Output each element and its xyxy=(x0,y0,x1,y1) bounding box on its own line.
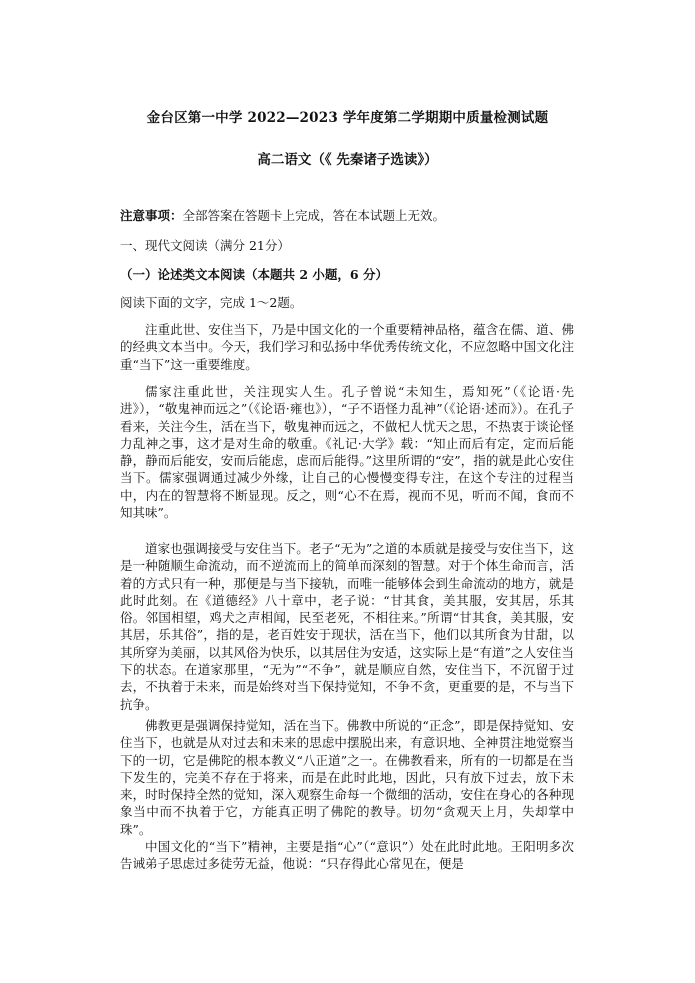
notice-line xyxy=(120,206,445,224)
paragraph-4: 佛教更是强调保持觉知，活在当下。佛教中所说的“正念”，即是保持觉知、安住当下，也就是从对过去和未来的思虑中摆脱出来，有意识地、全神贯注地觉察当下的一切，它是佛陀的根本教义“八正道”之一。在佛教看来，所有的一切都是在当下发生的，完美不存在于将来，而是在此时此地，因此，只有放下过去，放下未来，时时保持全然的觉知，深入观察生命每一个微细的活动，安住在身心的各种现象当中而不执着于它，方能真正明了佛陀的教导。切勿“贪观天上月，失却掌中珠”。 xyxy=(120,718,574,837)
paragraph-3: 道家也强调接受与安住当下。老子“无为”之道的本质就是接受与安住当下，这是一种随顺生命流动，而不逆流而上的简单而深刻的智慧。对于个体生命而言，活着的方式只有一种，那便是与当下接轨，而唯一能够体会到生命流动的地方，就是此时此刻。在《道德经》八十章中，老子说：“甘其食，美其服，安其居，乐其俗。邻国相望，鸡犬之声相闻，民至老死，不相往来。”所谓“甘其食，美其服，安其居，乐其俗”，指的是，老百姓安于现状，活在当下，他们以其所食为甘甜，以其所穿为美丽，以其风俗为快乐，以其居住为安适，这实际上是“有道”之人安住当下的状态。在道家那里，“无为”“不争”，就是顺应自然，安住当下，不沉留于过去，不执着于未来，而是始终对当下保持觉知，不争不贪，更重要的是，不与当下抗争。 xyxy=(120,541,574,712)
notice-label: 注意事项： xyxy=(120,208,183,223)
paragraph-1: 注重此世、安住当下，乃是中国文化的一个重要精神品格，蕴含在儒、道、佛的经典文本当中。今天，我们学习和弘扬中华优秀传统文化，不应忽略中国文化注重“当下”这一重要维度。 xyxy=(120,322,574,372)
notice-text: 全部答案在答题卡上完成，答在本试题上无效。 xyxy=(182,208,446,223)
reading-instruction: 阅读下面的文字，完成 1～2题。 xyxy=(120,295,303,310)
subsection-heading: （一）论述类文本阅读（本题共 2 小题，6 分） xyxy=(120,267,388,282)
paragraph-5: 中国文化的“当下”精神，主要是指“心”（“意识”）处在此时此地。王阳明多次告诫弟子思虑过多徒劳无益，他说：“只存得此心常见在，便是 xyxy=(120,839,574,872)
exam-subtitle: 高二语文（《 先秦诸子选读》） xyxy=(257,152,438,168)
section-heading: 一、现代文阅读（满分 21分） xyxy=(120,238,290,253)
paragraph-2: 儒家注重此世，关注现实人生。孔子曾说“未知生，焉知死”（《论语·先进》），“敬鬼神而远之”（《论语·雍也》），“子不语怪力乱神”（《论语·述而》）。在孔子看来，关注今生，活在当下，敬鬼神而远之，不做杞人忧天之思，不热衷于谈论怪力乱神之事，这才是对生命的敬重。《礼记·大学》载：“知止而后有定，定而后能静，静而后能安，安而后能虑，虑而后能得。”这里所谓的“安”，指的就是此心安住当下。儒家强调通过减少外缘，让自己的心慢慢变得专注，在这个专注的过程当中，内在的智慧将不断显现。反之，则“心不在焉，视而不见，听而不闻，食而不知其味”。 xyxy=(120,384,574,521)
exam-title: 金台区第一中学 2022—2023 学年度第二学期期中质量检测试题 xyxy=(146,110,549,126)
